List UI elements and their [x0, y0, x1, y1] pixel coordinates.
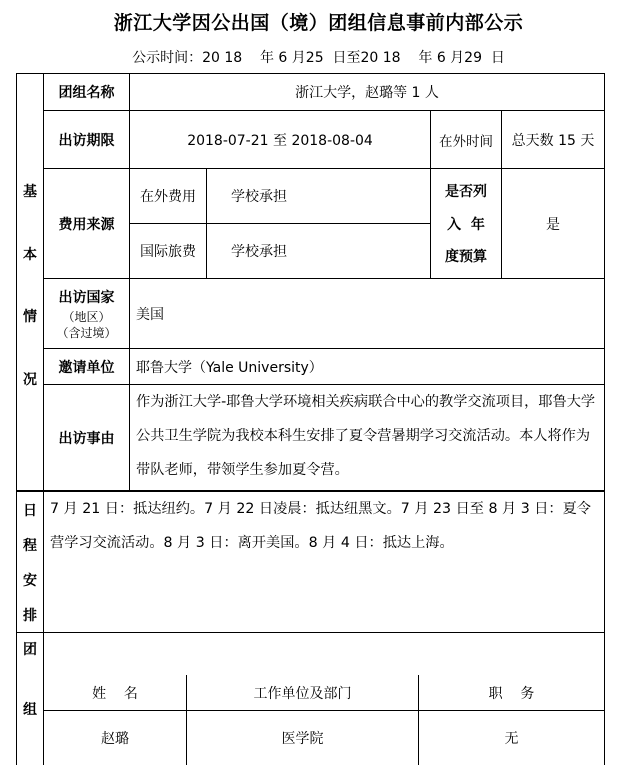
members-header-position: 职 务	[488, 686, 535, 702]
time-abroad-value: 总天数 15 天	[511, 132, 595, 149]
time-abroad-label: 在外时间	[439, 133, 493, 150]
budget-label-line: 是否列	[445, 184, 487, 201]
budget-label-line: 度预算	[445, 248, 487, 265]
period-value: 2018-07-21 至 2018-08-04	[187, 132, 373, 149]
country-label-sub: （含过境）	[56, 325, 117, 340]
members-header-unit: 工作单位及部门	[253, 686, 352, 702]
budget-label-line: 入 年	[447, 216, 485, 233]
section-char: 本	[23, 246, 37, 263]
members-header-name: 姓 名	[92, 686, 138, 702]
member-position: 无	[504, 731, 519, 747]
abroad-cost-label: 在外费用	[140, 189, 196, 205]
group-name-label: 团组名称	[58, 85, 115, 101]
inviter-label: 邀请单位	[58, 359, 115, 376]
reason-value: 作为浙江大学-耶鲁大学环境相关疾病联合中心的教学交流项目，耶鲁大学公共卫生学院为我校本科生安排了夏令营暑期学习交流活动。本人将作为带队老师，带领学生参加夏令营。	[136, 394, 596, 478]
section-char: 安	[23, 572, 37, 589]
abroad-cost-value: 学校承担	[231, 189, 287, 205]
section-label-basic	[17, 160, 43, 410]
page-title: 浙江大学因公出国（境）团组信息事前内部公示	[113, 12, 524, 34]
country-label-sub: （地区）	[62, 309, 111, 324]
section-label-members	[17, 633, 43, 765]
section-char: 情	[23, 309, 37, 326]
period-label: 出访期限	[58, 132, 115, 149]
member-unit: 医学院	[281, 731, 324, 747]
country-label-main: 出访国家	[58, 289, 115, 306]
section-char: 组	[23, 702, 37, 718]
funding-label: 费用来源	[58, 216, 115, 233]
section-char: 程	[23, 537, 37, 554]
table-border-right	[604, 73, 605, 765]
section-char: 基	[23, 184, 37, 201]
group-name-value: 浙江大学，赵璐等 1 人	[295, 85, 439, 101]
country-label	[44, 279, 129, 348]
reason-label: 出访事由	[58, 430, 115, 447]
schedule-value: 7 月 21 日：抵达纽约。7 月 22 日凌晨：抵达纽黑文。7 月 23 日至 8 月 3 日：夏令营学习交流活动。8 月 3 日：离开美国。8 月 4 日：抵达上海。	[50, 501, 591, 551]
country-value: 美国	[136, 306, 164, 323]
publish-time: 公示时间：20 18 年 6 月25 日至20 18 年 6 月29 日	[132, 50, 505, 66]
intl-travel-label: 国际旅费	[140, 244, 196, 260]
section-char: 日	[23, 502, 37, 519]
intl-travel-value: 学校承担	[231, 244, 287, 260]
section-label-schedule	[17, 492, 43, 632]
budget-value: 是	[546, 216, 560, 233]
budget-label	[431, 169, 501, 278]
section-char: 排	[23, 607, 37, 624]
section-char: 团	[23, 642, 37, 658]
section-line	[16, 632, 605, 633]
section-char: 况	[23, 371, 37, 388]
inviter-value: 耶鲁大学（Yale University）	[136, 359, 323, 376]
member-name: 赵璐	[101, 731, 129, 747]
